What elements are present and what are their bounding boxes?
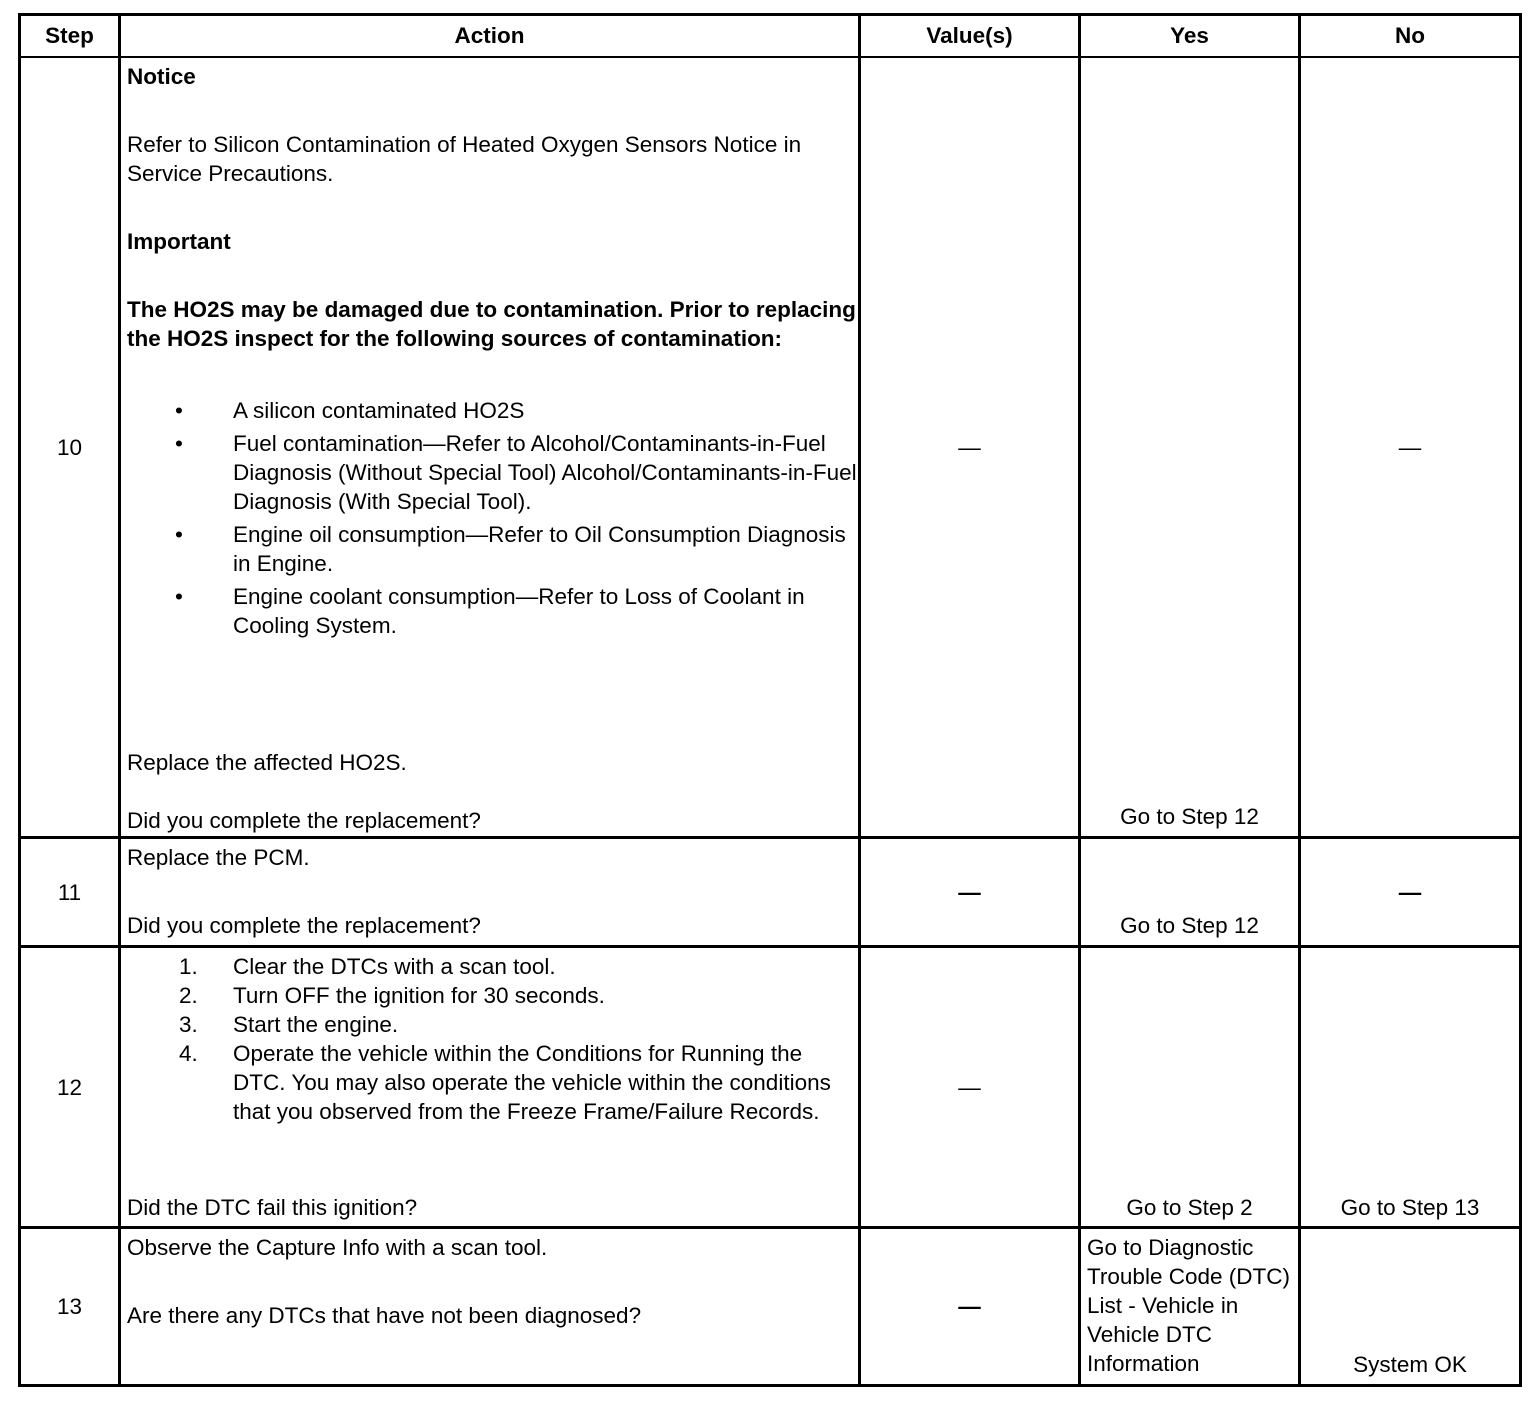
- header-values: Value(s): [926, 23, 1013, 48]
- yes-step-13: Go to Diagnostic Trouble Code (DTC) List - Vehicle in Vehicle DTC Information: [1087, 1235, 1290, 1376]
- action-step-10: [121, 58, 858, 836]
- list-item: 1. Clear the DTCs with a scan tool.: [179, 954, 556, 979]
- list-item: 2. Turn OFF the ignition for 30 seconds.: [179, 983, 605, 1008]
- header-no: No: [1395, 23, 1425, 48]
- list-item: • Engine oil consumption—Refer to Oil Consumption Diagnosis in Engine.: [175, 522, 846, 576]
- yes-step-11: Go to Step 12: [1120, 913, 1259, 938]
- procedure-list: [127, 952, 858, 1126]
- value-step-13: —: [958, 1294, 981, 1319]
- no-step-11: —: [1398, 879, 1422, 905]
- no-step-12: Go to Step 13: [1340, 1195, 1480, 1220]
- list-item: • Fuel contamination—Refer to Alcohol/Contaminants-in-Fuel Diagnosis (Without Special Tool) Alcohol/Contaminants-in-Fuel Diagnosis (With Special Tool).: [175, 431, 857, 514]
- question-text: Did you complete the replacement?: [127, 808, 481, 833]
- value-step-10: —: [958, 434, 981, 460]
- value-step-12: —: [958, 1074, 981, 1100]
- step-12: 12: [56, 1074, 83, 1100]
- diagnostic-table: [18, 13, 1522, 1387]
- notice-title: Notice: [127, 64, 196, 89]
- no-step-13: System OK: [1353, 1352, 1467, 1377]
- yes-step-12: Go to Step 2: [1126, 1195, 1253, 1220]
- important-text: The HO2S may be damaged due to contamination. Prior to replacing the HO2S inspect for the following sources of contamination:: [127, 297, 856, 351]
- notice-text: Refer to Silicon Contamination of Heated Oxygen Sensors Notice in Service Precautions.: [127, 132, 802, 186]
- important-title: Important: [127, 229, 231, 254]
- header-action: Action: [454, 23, 525, 48]
- header-yes: Yes: [1170, 23, 1209, 48]
- step-10: 10: [56, 434, 83, 460]
- header-step: Step: [45, 23, 94, 48]
- list-item: • A silicon contaminated HO2S: [175, 398, 525, 423]
- list-item: 4. Operate the vehicle within the Conditions for Running the DTC. You may also operate the vehicle within the conditions that you observed from the Freeze Frame/Failure Records.: [179, 1041, 831, 1124]
- instruction-text: Replace the affected HO2S.: [127, 750, 407, 775]
- instruction-text: Observe the Capture Info with a scan tool.: [127, 1235, 548, 1260]
- list-item: 3. Start the engine.: [179, 1012, 399, 1037]
- list-item: • Engine coolant consumption—Refer to Loss of Coolant in Cooling System.: [175, 584, 805, 638]
- yes-step-10: Go to Step 12: [1120, 804, 1259, 829]
- question-text: Are there any DTCs that have not been diagnosed?: [127, 1303, 642, 1328]
- step-11: 11: [57, 879, 82, 905]
- instruction-text: Replace the PCM.: [127, 845, 310, 870]
- action-step-13: [121, 1229, 858, 1384]
- no-step-10: —: [1398, 434, 1422, 460]
- action-step-12: [121, 948, 858, 1226]
- question-text: Did you complete the replacement?: [127, 913, 481, 938]
- question-text: Did the DTC fail this ignition?: [127, 1195, 418, 1220]
- value-step-11: —: [958, 879, 981, 905]
- action-step-11: [121, 839, 858, 945]
- step-13: 13: [56, 1294, 83, 1319]
- contamination-list: [127, 396, 858, 640]
